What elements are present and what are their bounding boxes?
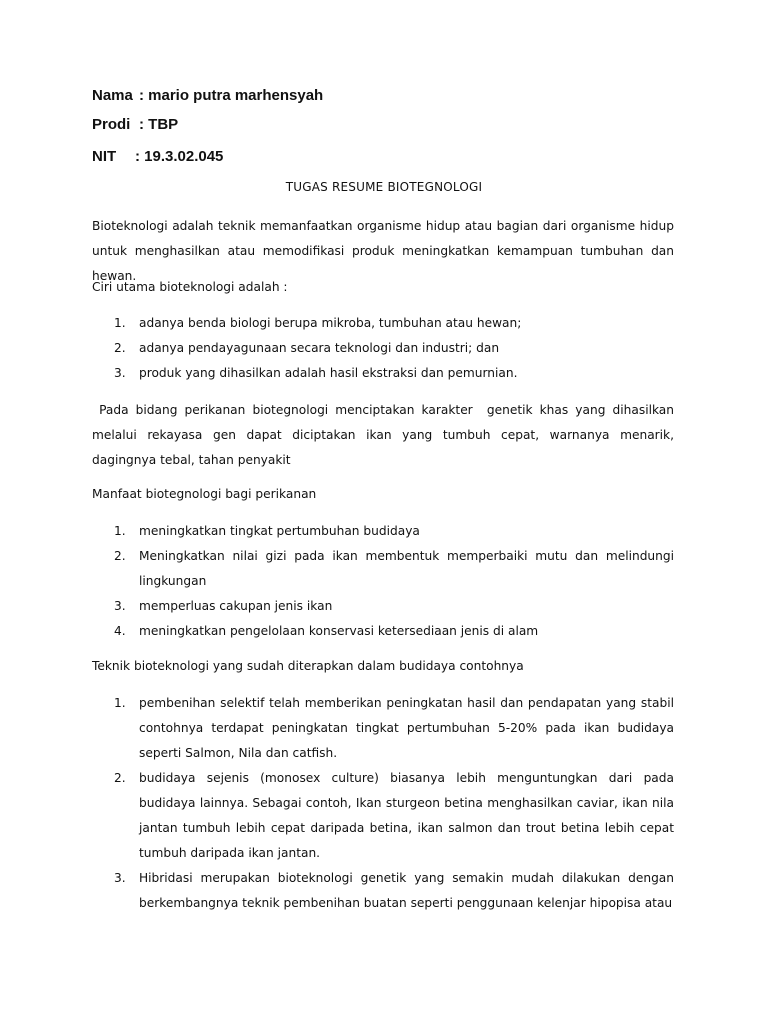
document-title: TUGAS RESUME BIOTEGNOLOGI <box>285 180 483 194</box>
intro-paragraph: Bioteknologi adalah teknik memanfaatkan organisme hidup atau bagian dari organisme hidup untuk menghasilkan atau memodifikasi produk meningkatkan kemampuan tumbuhan dan hewan. <box>92 219 674 283</box>
nama-value: : mario putra marhensyah <box>139 87 324 104</box>
header-nama <box>92 87 323 104</box>
manfaat-heading: Manfaat biotegnologi bagi perikanan <box>92 487 317 501</box>
list-item: 1. meningkatkan tingkat pertumbuhan budidaya <box>114 524 420 538</box>
list-item: 1. adanya benda biologi berupa mikroba, tumbuhan atau hewan; <box>114 316 522 330</box>
list-item: 3. produk yang dihasilkan adalah hasil ekstraksi dan pemurnian. <box>114 366 518 380</box>
nit-label: NIT <box>92 148 117 165</box>
perikanan-paragraph: Pada bidang perikanan biotegnologi menciptakan karakter genetik khas yang dihasilkan melalui rekayasa gen dapat diciptakan ikan yang tumbuh cepat, warnanya menarik, dagingnya tebal, tahan penyakit <box>92 403 678 467</box>
list-item: 1. pembenihan selektif telah memberikan peningkatan hasil dan pendapatan yang stabil contohnya terdapat peningkatan tingkat pertumbuhan 5-20% pada ikan budidaya seperti Salmon, Nila dan catfish. <box>114 696 674 760</box>
list-item: 3. memperluas cakupan jenis ikan <box>114 599 333 613</box>
prodi-value: : TBP <box>139 116 179 133</box>
list-item: 2. budidaya sejenis (monosex culture) biasanya lebih menguntungkan dari pada budidaya lainnya. Sebagai contoh, Ikan sturgeon betina menghasilkan caviar, ikan nila jantan tumbuh lebih cepat daripada betina, ikan salmon dan trout betina lebih cepat tumbuh daripada ikan jantan. <box>114 771 674 860</box>
list-item: 2. adanya pendayagunaan secara teknologi dan industri; dan <box>114 341 500 355</box>
teknik-list <box>92 691 674 916</box>
header-prodi <box>92 116 178 133</box>
prodi-label: Prodi <box>92 116 131 133</box>
teknik-heading: Teknik bioteknologi yang sudah diterapkan dalam budidaya contohnya <box>92 659 524 673</box>
list-item: 4. meningkatkan pengelolaan konservasi ketersediaan jenis di alam <box>114 624 539 638</box>
ciri-heading: Ciri utama bioteknologi adalah : <box>92 280 288 294</box>
ciri-list <box>92 311 674 386</box>
nama-label: Nama <box>92 87 133 104</box>
list-item: 2. Meningkatkan nilai gizi pada ikan membentuk memperbaiki mutu dan melindungi lingkungan <box>114 549 674 588</box>
manfaat-list <box>92 519 674 644</box>
header-nit <box>92 148 223 165</box>
list-item: 3. Hibridasi merupakan bioteknologi genetik yang semakin mudah dilakukan dengan berkembangnya teknik pembenihan buatan seperti penggunaan kelenjar hipopisa atau <box>114 871 674 910</box>
nit-value: : 19.3.02.045 <box>135 148 224 165</box>
